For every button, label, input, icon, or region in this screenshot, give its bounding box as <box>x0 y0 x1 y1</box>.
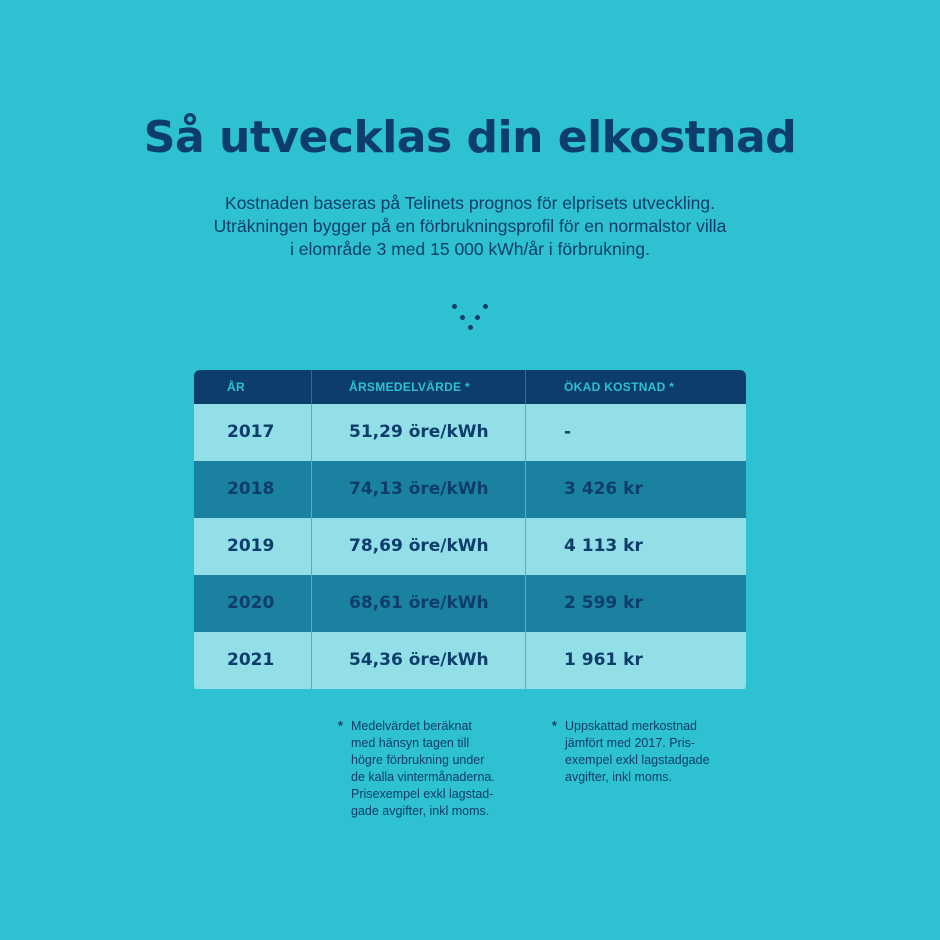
electricity-cost-table <box>194 370 746 691</box>
footnote-line: de kalla vintermånaderna. <box>351 770 495 784</box>
intro-text <box>150 192 790 261</box>
cell-annual-average: 54,36 öre/kWh <box>312 632 526 689</box>
cell-increased-cost: 4 113 kr <box>564 536 643 556</box>
footnote-line: Medelvärdet beräknat <box>351 719 472 733</box>
cell-year: 2020 <box>194 575 312 632</box>
footnote-line: avgifter, inkl moms. <box>565 770 672 784</box>
cell-year: 2018 <box>194 461 312 518</box>
footnote-line: Prisexempel exkl lagstad- <box>351 787 494 801</box>
table-header <box>194 370 746 404</box>
cell-annual-average: 78,69 öre/kWh <box>312 518 526 575</box>
header-increased-cost: ÖKAD KOSTNAD * <box>564 380 675 394</box>
table-row <box>194 518 746 575</box>
cell-year: 2021 <box>194 632 312 689</box>
page-title: Så utvecklas din elkostnad <box>143 112 797 163</box>
footnote-average <box>338 718 528 828</box>
intro-line: i elområde 3 med 15 000 kWh/år i förbrukning. <box>290 239 650 259</box>
table-row <box>194 404 746 461</box>
footnote-line: exempel exkl lagstadgade <box>565 753 710 767</box>
cell-increased-cost: 3 426 kr <box>564 479 643 499</box>
cell-annual-average: 51,29 öre/kWh <box>312 404 526 461</box>
table-row <box>194 461 746 518</box>
table-row <box>194 575 746 632</box>
cell-year: 2017 <box>194 404 312 461</box>
cell-increased-cost: - <box>564 422 572 442</box>
cell-increased-cost: 2 599 kr <box>564 593 643 613</box>
intro-line: Uträkningen bygger på en förbrukningsprofil för en normalstor villa <box>213 216 727 236</box>
cell-annual-average: 74,13 öre/kWh <box>312 461 526 518</box>
header-annual-average: ÅRSMEDELVÄRDE * <box>312 370 526 404</box>
cell-annual-average: 68,61 öre/kWh <box>312 575 526 632</box>
table-row <box>194 632 746 689</box>
footnote-marker: * <box>552 719 557 733</box>
header-year: ÅR <box>194 370 312 404</box>
footnote-line: med hänsyn tagen till <box>351 736 470 750</box>
footnote-line: högre förbrukning under <box>351 753 485 767</box>
cell-year: 2019 <box>194 518 312 575</box>
footnote-line: Uppskattad merkostnad <box>565 719 698 733</box>
footnote-line: jämfört med 2017. Pris- <box>565 736 695 750</box>
footnote-increased-cost <box>552 718 742 798</box>
footnote-marker: * <box>338 719 343 733</box>
intro-line: Kostnaden baseras på Telinets prognos för elprisets utveckling. <box>225 193 715 213</box>
dotted-chevron-down-icon <box>448 300 492 332</box>
cell-increased-cost: 1 961 kr <box>564 650 643 670</box>
footnote-line: gade avgifter, inkl moms. <box>351 804 490 818</box>
